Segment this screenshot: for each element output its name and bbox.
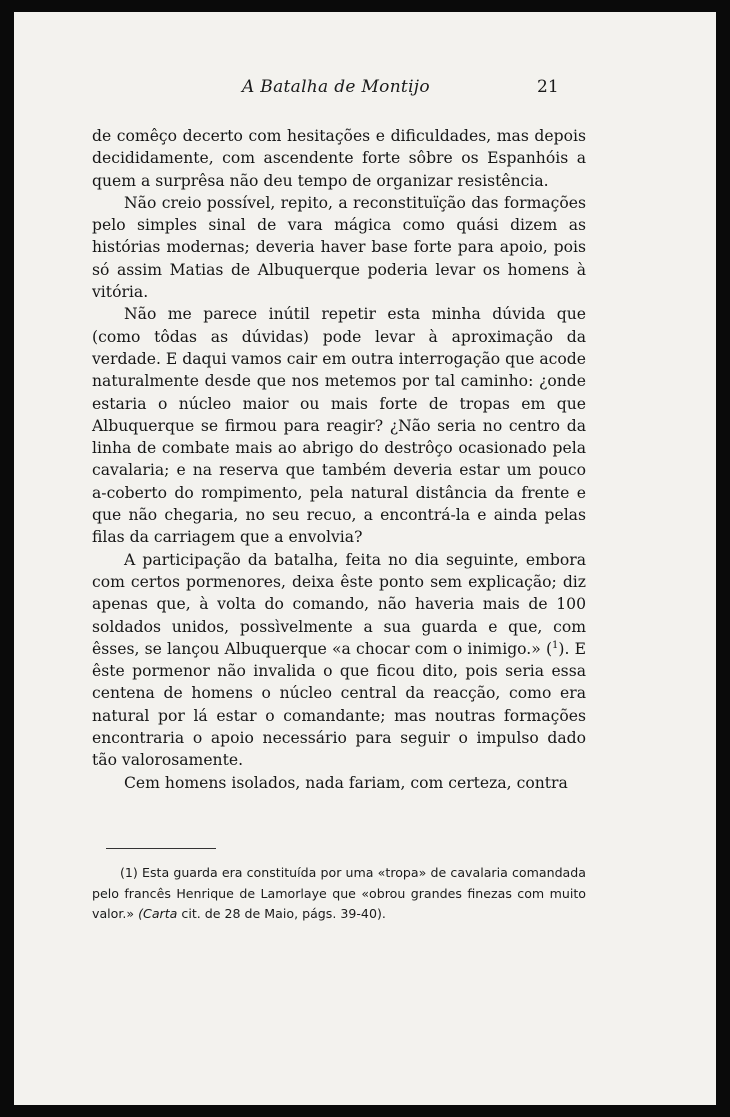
footnote-marker: (1): [120, 865, 138, 880]
body-text: [92, 125, 586, 794]
footnote-reference[interactable]: 1: [552, 639, 559, 651]
paragraph: Não me parece inútil repetir esta minha dúvida que (como tôdas as dúvidas) pode levar à aproximação da verdade. E daqui vamos cair em outra interrogação que acode naturalmente desde que nos metemos por tal caminho: ¿onde estaria o núcleo maior ou mais forte de tropas em que Albuquerque se firmou para reagir? ¿Não seria no centro da linha de combate mais ao abrigo do destrôço ocasionado pela cavalaria; e na reserva que também deveria estar um pouco a-coberto do rompimento, pela natural distância da frente e que não chegaria, no seu recuo, a encontrá-la e ainda pelas filas da carriagem que a envolvia?: [92, 305, 586, 547]
footnote-text: Esta guarda era constituída por uma «tropa» de cavalaria comandada pelo francês Henrique de Lamorlaye que «obrou grandes finezas com muito valor.»: [92, 865, 586, 922]
paragraph-with-footnote: [92, 549, 586, 772]
footnote-citation: cit. de 28 de Maio, págs. 39-40).: [181, 906, 386, 922]
footnote-item: [92, 863, 586, 925]
page-number: 21: [537, 77, 559, 97]
paragraph-continuation: de comêço decerto com hesitações e dificuldades, mas depois decididamente, com ascendente forte sôbre os Espanhóis a quem a surprêsa não deu tempo de organizar resistência.: [92, 127, 586, 190]
paragraph: Não creio possível, repito, a reconstituïção das formações pelo simples sinal de vara mágica como quási dizem as histórias modernas; deveria haver base forte para apoio, pois só assim Matias de Albuquerque poderia levar os homens à vitória.: [92, 193, 586, 302]
footnotes: [92, 863, 586, 925]
book-page: [14, 12, 716, 1105]
running-head: [14, 77, 716, 107]
running-title: A Batalha de Montijo: [242, 77, 430, 97]
footnote-divider: [106, 848, 216, 849]
footnote-citation-italic: (Carta: [138, 906, 178, 922]
paragraph-text-part: ). E êste pormenor não invalida o que ficou dito, pois seria essa centena de homens o núcleo central da reacção, como era natural por lá estar o comandante; mas noutras formações encontraria o apoio necessário para seguir o impulso dado tão valorosamente.: [92, 639, 586, 770]
paragraph: Cem homens isolados, nada fariam, com certeza, contra: [124, 773, 568, 792]
paragraph-text-part: A participação da batalha, feita no dia seguinte, embora com certos pormenores, deixa êste ponto sem explicação; diz apenas que, à volta do comando, não haveria mais de 100 soldados unidos, possìvelmente a sua guarda e que, com êsses, se lançou Albuquerque «a chocar com o inimigo.» (: [92, 550, 586, 658]
